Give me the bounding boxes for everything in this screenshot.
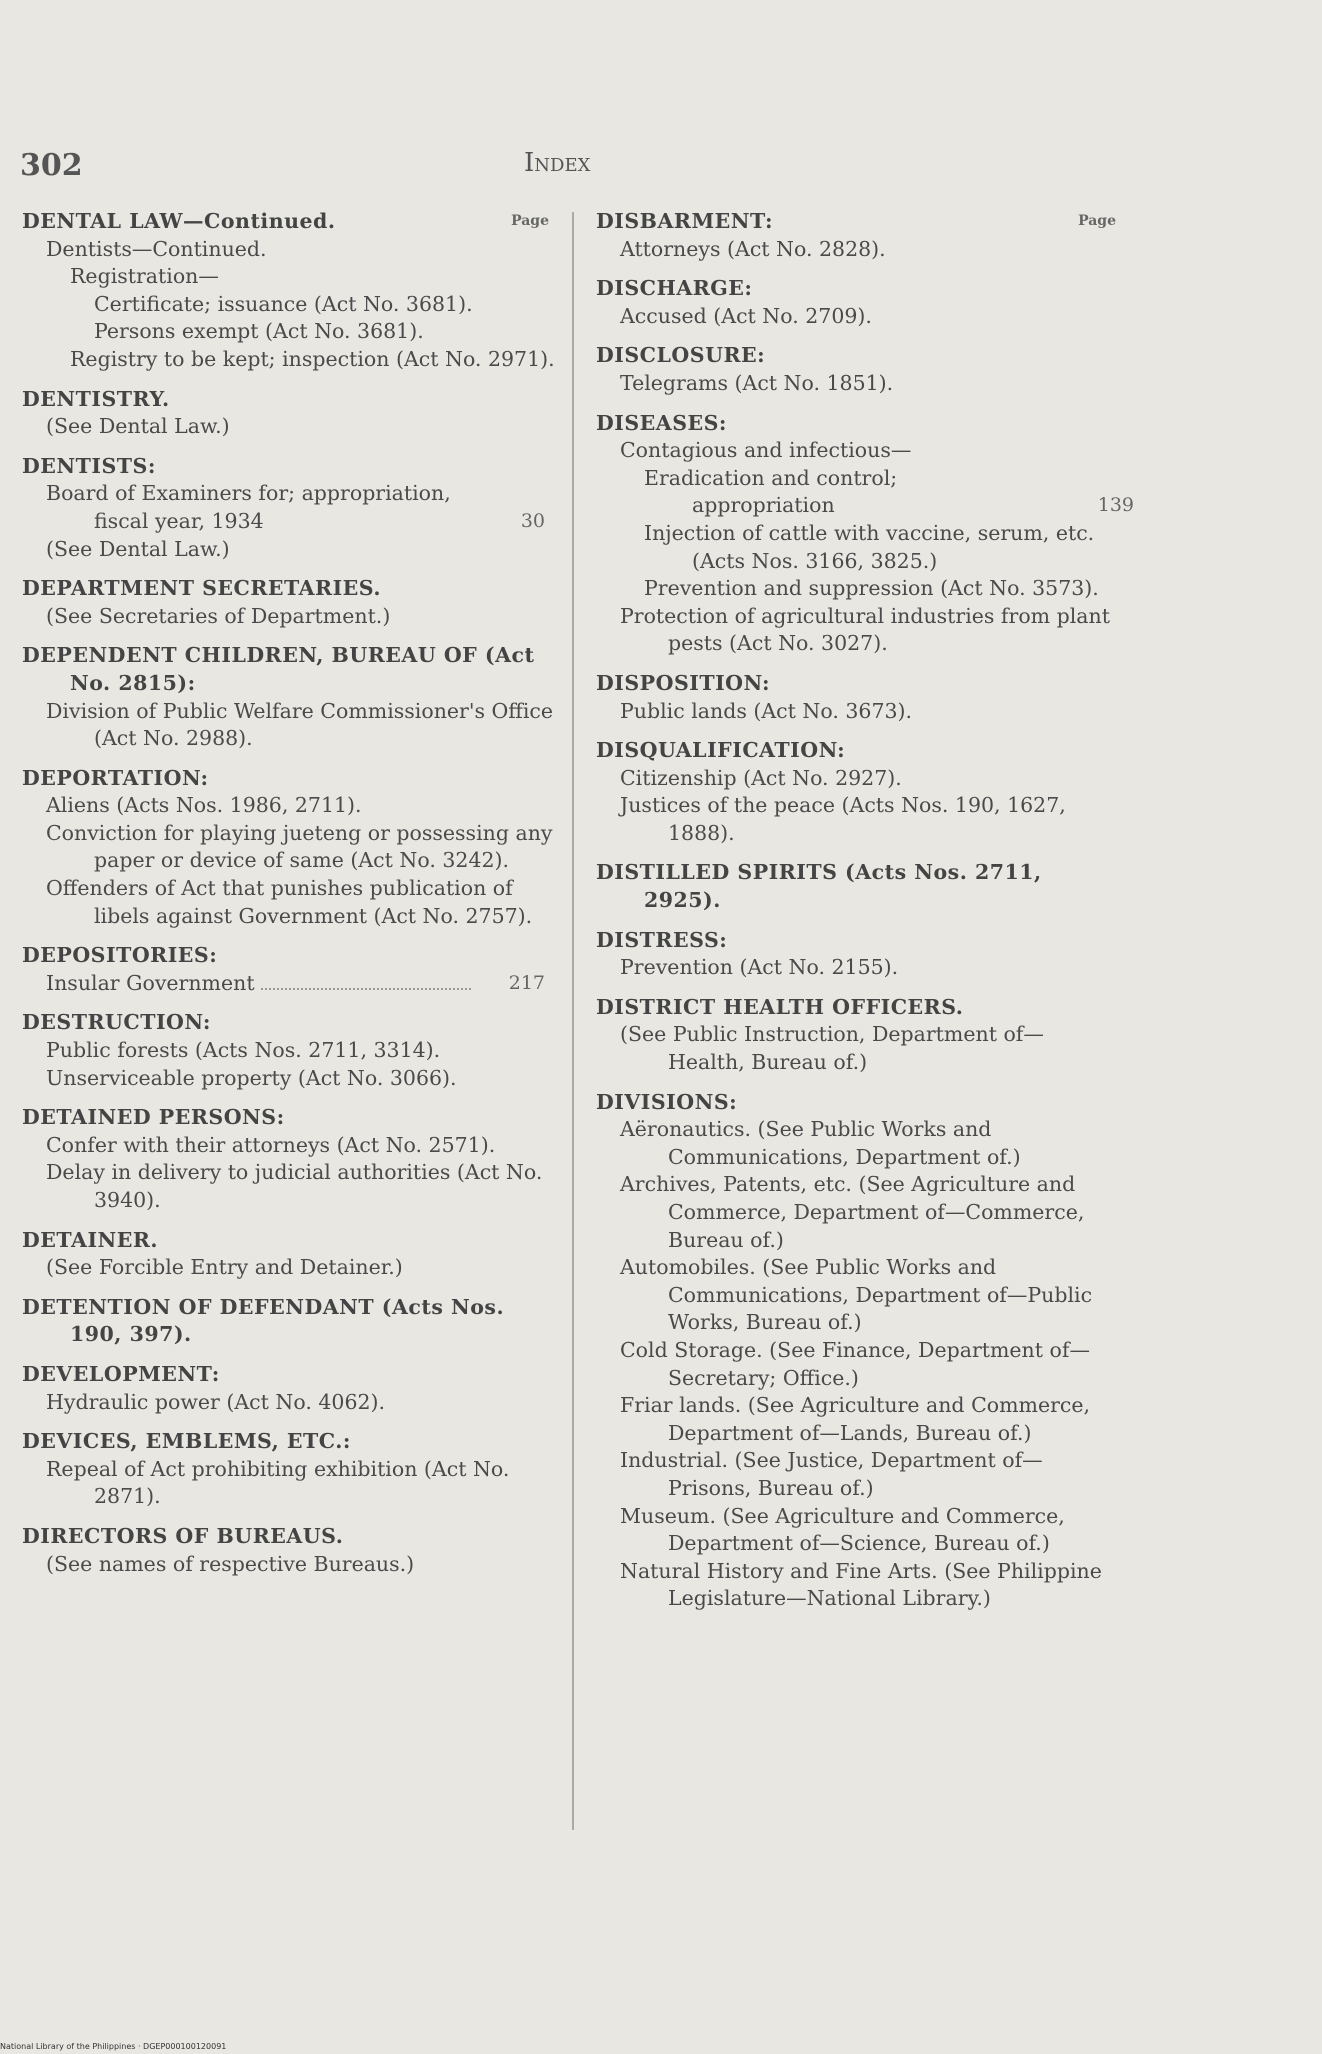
page-reference: 217 [508,971,545,994]
page-number: 302 [20,148,83,183]
subentry-text: Eradication and control; appropriation [644,465,898,518]
index-subentry-with-page [596,465,1134,520]
right-column [596,208,1134,1613]
index-subentry: Registration— [70,264,219,289]
index-subentry: Accused (Act No. 2709). [620,303,872,328]
index-entry [596,208,1116,263]
index-heading: DISCHARGE: [596,276,753,301]
index-entry [22,1104,557,1214]
index-subentry: Attorneys (Act No. 2828). [620,236,886,261]
index-heading: DISBARMENT: [596,209,774,233]
index-entry [596,342,1116,397]
index-heading: DISTILLED SPIRITS (Acts Nos. 2711, 2925). [596,860,1042,913]
index-subentry: Repeal of Act prohibiting exhibition (Act No. 2871). [46,1456,510,1509]
index-subentry: Justices of the peace (Acts Nos. 190, 1627, 1888). [620,793,1066,845]
page-column-label: Page [1078,213,1116,229]
index-entry [22,386,557,441]
index-subentry: Delay in delivery to judicial authorities (Act No. 3940). [46,1160,543,1212]
index-entry [22,942,557,997]
index-entry [22,642,557,752]
index-entry [22,1361,557,1416]
index-entry [22,1227,557,1282]
index-subentry: Registry to be kept; inspection (Act No. 2971). [70,346,555,371]
index-subentry: (See Dental Law.) [46,414,230,439]
index-subentry: Dentists—Continued. [46,236,267,261]
index-heading: DENTISTRY. [22,386,170,411]
index-entry [22,1294,557,1349]
index-heading: DIRECTORS OF BUREAUS. [22,1523,344,1548]
index-subentry: (See Secretaries of Department.) [46,603,391,628]
left-column [22,208,557,1578]
index-subentry: Archives, Patents, etc. (See Agriculture and Commerce, Department of—Commerce, Bureau of.) [620,1172,1085,1252]
index-entry [22,1523,557,1578]
index-subentry: Protection of agricultural industries from plant pests (Act No. 3027). [620,603,1110,656]
index-subentry: Conviction for playing jueteng or possessing any paper or device of same (Act No. 3242). [46,820,553,873]
index-entry [596,1089,1116,1613]
index-subentry: Offenders of Act that punishes publication of libels against Government (Act No. 2757). [46,876,533,928]
index-subentry: Automobiles. (See Public Works and Communications, Department of—Public Works, Bureau of.) [620,1255,1093,1335]
index-subentry-with-page [22,970,557,998]
index-heading: DENTAL LAW—Continued. [22,209,336,233]
index-entry [596,927,1116,982]
index-subentry: Telegrams (Act No. 1851). [620,370,894,395]
index-entry [596,670,1116,725]
index-entry [22,1428,557,1511]
index-subentry: Friar lands. (See Agriculture and Commerce, Department of—Lands, Bureau of.) [620,1393,1091,1445]
index-heading: DISCLOSURE: [596,343,766,368]
index-subentry: Persons exempt (Act No. 3681). [94,319,424,344]
page-reference: 139 [1097,494,1134,517]
index-entry [22,765,557,931]
index-subentry: (See names of respective Bureaus.) [46,1551,415,1576]
index-subentry: Confer with their attorneys (Act No. 2571). [46,1132,496,1157]
page-reference: 30 [520,509,545,532]
dot-leader [261,987,471,990]
index-subentry: Public forests (Acts Nos. 2711, 3314). [46,1038,441,1063]
index-entry [596,859,1116,914]
index-subentry: Hydraulic power (Act No. 4062). [46,1389,386,1414]
index-subentry: (See Public Instruction, Department of—Health, Bureau of.) [620,1022,1044,1075]
page-header: Index [524,148,591,178]
index-subentry: Prevention and suppression (Act No. 3573). [644,576,1099,601]
index-entry [596,410,1134,658]
index-entry [22,1009,557,1092]
index-heading: DESTRUCTION: [22,1010,211,1035]
index-subentry: Cold Storage. (See Finance, Department of—Secretary; Office.) [620,1337,1090,1390]
index-heading: DISTRESS: [596,927,728,952]
index-subentry: Public lands (Act No. 3673). [620,698,913,723]
index-heading: DEPARTMENT SECRETARIES. [22,576,382,601]
index-subentry: Certificate; issuance (Act No. 3681). [94,291,473,316]
index-heading: DEVELOPMENT: [22,1361,220,1386]
index-subentry: (See Dental Law.) [46,536,230,561]
index-heading: DEVICES, EMBLEMS, ETC.: [22,1429,351,1454]
index-entry [596,275,1116,330]
index-subentry: Contagious and infectious— [620,438,912,463]
index-heading: DENTISTS: [22,453,156,478]
index-subentry: Citizenship (Act No. 2927). [620,765,902,790]
index-subentry: Aliens (Acts Nos. 1986, 2711). [46,793,362,818]
index-heading: DIVISIONS: [596,1089,738,1114]
index-heading: DEPOSITORIES: [22,943,218,968]
index-heading: DISQUALIFICATION: [596,738,846,763]
index-heading: DETAINER. [22,1227,159,1252]
index-entry [596,737,1116,847]
index-entry [22,453,557,563]
subentry-text: Insular Government [46,970,255,995]
index-heading: DETENTION OF DEFENDANT (Acts Nos. 190, 397). [22,1294,505,1347]
index-heading: DEPORTATION: [22,765,209,790]
subentry-text: Board of Examiners for; appropriation, fiscal year, 1934 [46,481,451,533]
index-heading: DISPOSITION: [596,670,771,695]
index-subentry-with-page [22,480,557,535]
index-heading: DISTRICT HEALTH OFFICERS. [596,994,964,1019]
index-subentry: Division of Public Welfare Commissioner's Office (Act No. 2988). [46,698,554,751]
page-column-label: Page [511,213,549,229]
index-subentry: Unserviceable property (Act No. 3066). [46,1065,457,1090]
index-subentry: Aëronautics. (See Public Works and Communications, Department of.) [620,1117,1021,1169]
index-subentry: Natural History and Fine Arts. (See Philippine Legislature—National Library.) [620,1558,1102,1611]
index-subentry: Museum. (See Agriculture and Commerce, Department of—Science, Bureau of.) [620,1503,1065,1556]
index-subentry: Injection of cattle with vaccine, serum, etc. (Acts Nos. 3166, 3825.) [644,520,1095,573]
index-subentry: Prevention (Act No. 2155). [620,955,899,980]
column-divider [572,212,574,1830]
index-entry [596,994,1116,1077]
index-heading: DISEASES: [596,410,728,435]
index-subentry: Industrial. (See Justice, Department of—Prisons, Bureau of.) [620,1448,1043,1500]
index-heading: DEPENDENT CHILDREN, BUREAU OF (Act No. 2815): [22,643,535,695]
index-heading: DETAINED PERSONS: [22,1105,285,1130]
footer-credit: National Library of the Philippines · DGEP000100120091 [0,2042,227,2051]
index-entry [22,575,557,630]
index-entry [22,208,557,374]
index-subentry: (See Forcible Entry and Detainer.) [46,1255,403,1280]
